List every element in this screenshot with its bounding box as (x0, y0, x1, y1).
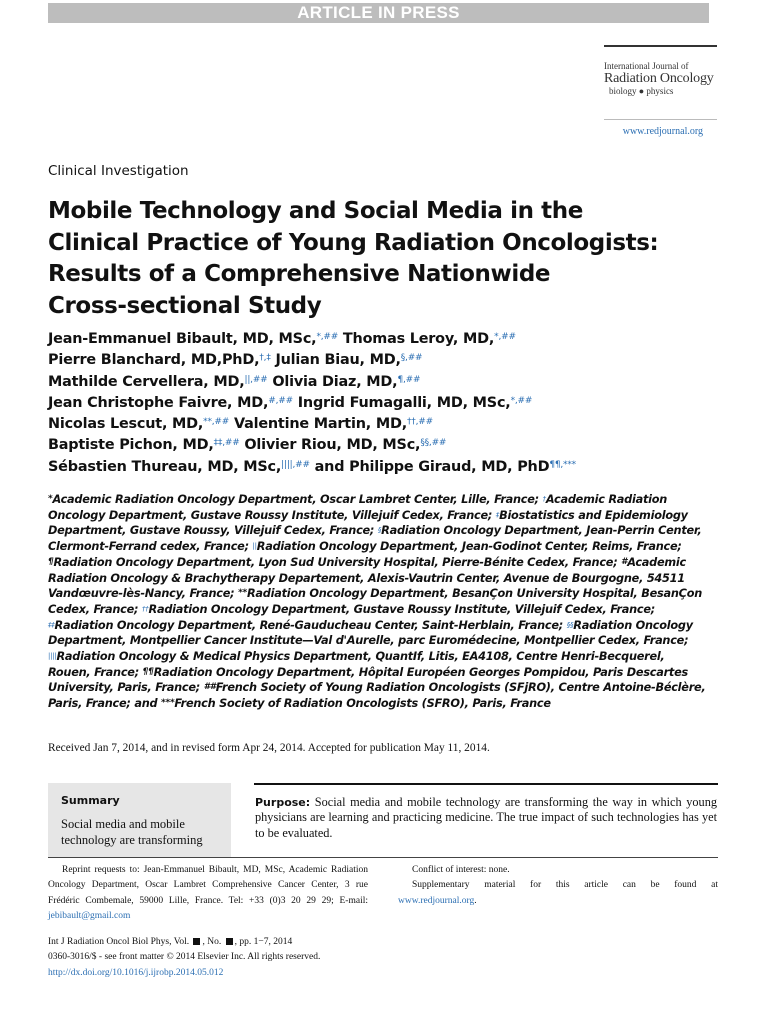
author-affiliation-marker[interactable]: §,## (400, 353, 423, 364)
summary-heading: Summary (61, 794, 120, 807)
affiliation-text: Radiation Oncology Department, René-Gauducheau Center, Saint-Herblain, France; (54, 618, 564, 632)
author-line (48, 329, 668, 350)
supplementary-text: Supplementary material for this article can be found at (412, 880, 718, 891)
affiliation-text: Academic Radiation Oncology Department, Oscar Lambret Center, Lille, France; (52, 493, 539, 506)
section-type: Clinical Investigation (48, 163, 189, 179)
logo-line-1: International Journal of (604, 61, 689, 71)
supplementary-link[interactable]: www.redjournal.org (398, 895, 475, 906)
author-name: Pierre Blanchard, MD,PhD, (48, 352, 260, 369)
abstract-purpose (255, 795, 717, 841)
purpose-text: Social media and mobile technology are transforming the way in which young physicians are learning and practicing medicine. The true impact of such technologies has yet to be evaluated. (255, 795, 717, 840)
author-name: Olivia Diaz, MD, (272, 373, 398, 390)
citation-line-2: 0360-3016/$ - see front matter © 2014 Elsevier Inc. All rights reserved. (48, 952, 321, 963)
affiliation-symbol: * (48, 494, 53, 504)
journal-url-link[interactable]: www.redjournal.org (622, 126, 703, 137)
affiliation-symbol: *** (161, 698, 175, 709)
affiliation-text: Radiation Oncology Department, Jean-Perrin Center, Clermont-Ferrand cedex, France; (48, 524, 702, 554)
conflict-of-interest: Conflict of interest: none. (412, 865, 510, 875)
author-affiliation-marker[interactable]: ¶¶,*** (549, 459, 576, 470)
author-line (48, 435, 668, 456)
reprint-text: Reprint requests to: Jean-Emmanuel Bibault, MD, MSc, Academic Radiation Oncology Department, Oscar Lambret Comprehensive Cancer Center, 3 rue Frédéric Combemale, 59000 Lille, France. Tel: +33 (0)3 20 29 29; E-mail: (48, 865, 368, 906)
affiliation-text: Radiation Oncology Department, BesanÇon University Hospital, BesanÇon Cedex, France; (48, 587, 703, 616)
author-name: Valentine Martin, MD, (233, 416, 407, 433)
affiliations (48, 492, 708, 712)
author-name: Thomas Leroy, MD, (342, 331, 495, 347)
summary-text: Social media and mobile technology are transforming (61, 817, 203, 848)
author-list (48, 329, 668, 478)
author-affiliation-marker[interactable]: †,‡ (259, 353, 271, 364)
citation-line-1 (48, 935, 448, 950)
author-affiliation-marker[interactable]: ||,## (244, 374, 268, 385)
author-name: Julian Biau, MD, (275, 352, 401, 369)
affiliation-symbol: §§ (566, 620, 574, 629)
abstract-rule (254, 783, 718, 785)
logo-bottom-rule (604, 119, 717, 120)
author-affiliation-marker[interactable]: ¶,## (397, 374, 421, 385)
title-line: Results of a Comprehensive Nationwide (48, 261, 551, 287)
author-name: and Philippe Giraud, MD, PhD (314, 458, 550, 475)
affiliation-text: Academic Radiation Oncology & Brachytherapy Departement, Alexis-Vautrin Center, Avenue de Bourgogne, 54511 Vandœuvre-lès-Nancy, France; (48, 555, 686, 601)
title-line: Clinical Practice of Young Radiation Oncologists: (48, 229, 659, 256)
author-line (48, 393, 668, 414)
doi-link[interactable]: http://dx.doi.org/10.1016/j.ijrobp.2014.05.012 (48, 967, 224, 978)
author-name: Mathilde Cervellera, MD, (48, 373, 245, 390)
author-affiliation-marker[interactable]: *,## (494, 332, 516, 342)
title-line: Mobile Technology and Social Media in the (48, 198, 583, 224)
affiliation-symbol: †† (142, 604, 149, 613)
email-link[interactable]: jebibault@gmail.com (48, 910, 131, 921)
affiliation-text: Radiation Oncology Department, Lyon Sud University Hospital, Pierre-Bénite Cedex, France; (53, 555, 618, 569)
affiliation-symbol: || (252, 542, 257, 551)
affiliation-symbol: § (377, 526, 382, 535)
author-name: Sébastien Thureau, MD, MSc, (48, 458, 282, 475)
footnote-rule (48, 857, 718, 858)
supplementary-end: . (474, 895, 477, 906)
author-affiliation-marker[interactable]: **,## (203, 417, 230, 428)
affiliation-symbol: † (542, 495, 546, 503)
author-name: Nicolas Lescut, MD, (48, 416, 204, 433)
citation-block (48, 935, 448, 981)
journal-logo (604, 61, 719, 97)
author-line (48, 372, 668, 393)
author-name: Olivier Riou, MD, MSc, (244, 437, 421, 454)
logo-top-rule (604, 45, 717, 47)
affiliation-symbol: |||| (48, 652, 57, 661)
affiliation-text: Radiation Oncology Department, Montpellier Cancer Institute—Val d'Aurelle, parc Euromédecine, Montpellier Cedex, France; (48, 618, 693, 648)
affiliation-text: Radiation Oncology & Medical Physics Department, QuantIf, Litis, EA4108, Centre Henri-Becquerel, Rouen, France; (48, 650, 665, 679)
affiliation-text: French Society of Young Radiation Oncologists (SFjRO), Centre Antoine-Béclère, Paris, France; and (48, 681, 706, 711)
reprint-requests (48, 863, 368, 924)
author-affiliation-marker[interactable]: #,## (268, 395, 293, 406)
affiliation-symbol: ¶¶ (142, 666, 154, 677)
logo-line-2: Radiation Oncology (604, 71, 714, 86)
citation-vol: Int J Radiation Oncol Biol Phys, Vol. (48, 937, 190, 947)
author-affiliation-marker[interactable]: ‡‡,## (213, 438, 240, 449)
conflict-and-supplement (398, 863, 718, 909)
author-line (48, 350, 668, 371)
author-name: Ingrid Fumagalli, MD, MSc, (297, 394, 511, 411)
logo-line-3: biology ● physics (609, 86, 674, 96)
affiliation-text: French Society of Radiation Oncologists (SFRO), Paris, France (174, 697, 551, 711)
affiliation-symbol: ## (203, 682, 216, 693)
affiliation-symbol: ** (238, 588, 247, 599)
author-line (48, 414, 668, 435)
affiliation-text: Biostatistics and Epidemiology Department, Gustave Roussy, Villejuif Cedex, France; (48, 508, 688, 538)
affiliation-text: Radiation Oncology Department, Gustave Roussy Institute, Villejuif Cedex, France; (148, 602, 656, 616)
author-affiliation-marker[interactable]: *,## (510, 395, 533, 406)
affiliation-text: Radiation Oncology Department, Jean-Godinot Center, Reims, France; (256, 540, 682, 554)
article-in-press-banner: ARTICLE IN PRESS (48, 3, 709, 23)
received-dates: Received Jan 7, 2014, and in revised form Apr 24, 2014. Accepted for publication May 11, 2014. (48, 742, 490, 754)
affiliation-symbol: ‡ (495, 510, 500, 519)
purpose-label: Purpose: (255, 796, 311, 809)
affiliation-symbol: ¶ (48, 556, 54, 567)
author-affiliation-marker[interactable]: §§,## (420, 438, 447, 449)
placeholder-square-icon (193, 938, 200, 945)
author-affiliation-marker[interactable]: ††,## (406, 417, 433, 428)
author-affiliation-marker[interactable]: ||||,## (281, 459, 310, 470)
placeholder-square-icon (226, 938, 233, 945)
author-name: Jean Christophe Faivre, MD, (48, 394, 269, 411)
author-name: Jean-Emmanuel Bibault, MD, MSc, (48, 331, 317, 347)
article-title (48, 196, 668, 322)
affiliation-symbol: ‡‡ (48, 620, 55, 629)
affiliation-symbol: # (621, 556, 628, 567)
author-affiliation-marker[interactable]: *,## (316, 332, 339, 342)
citation-pages: , pp. 1−7, 2014 (234, 937, 293, 947)
affiliation-text: Radiation Oncology Department, Hôpital Européen Georges Pompidou, Paris Descartes University, Paris, France; (48, 665, 688, 695)
affiliation-text: Academic Radiation Oncology Department, Gustave Roussy Institute, Villejuif Cedex, France; (48, 493, 668, 522)
author-name: Baptiste Pichon, MD, (48, 437, 214, 454)
author-line (48, 457, 668, 478)
title-line: Cross-sectional Study (48, 292, 322, 319)
citation-no: , No. (202, 937, 222, 947)
